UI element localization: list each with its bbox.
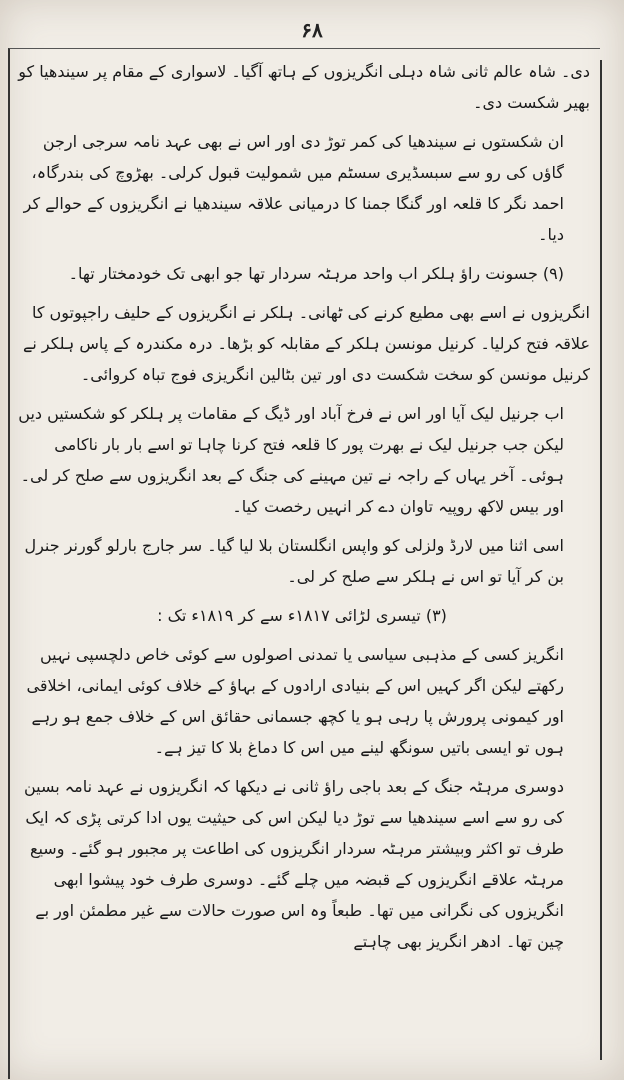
paragraph: انگریزوں نے اسے بھی مطیع کرنے کی ٹھانی۔ ہلکر نے انگریزوں کے حلیف راجپوتوں کا علاقہ فتح کرلیا۔ کرنیل مونسن ہلکر کے مقابلہ کو بڑھا۔ درہ مکندرہ کے پاس ہلکر نے کرنیل مونسن کو سخت شکست دی اور تین بٹالین انگریزی فوج تباہ کروائی۔: [22, 303, 590, 384]
page-frame-right-rule: [600, 60, 602, 1060]
paragraph: اب جرنیل لیک آیا اور اس نے فرخ آباد اور ڈیگ کے مقامات پر ہلکر کو شکستیں دیں لیکن جب جرنیل لیک نے بھرت پور کا قلعہ فتح کرنا چاہا تو اسے بار بار ناکامی ہوئی۔ آخر یہاں کے راجہ نے تین مہینے کی جنگ کے بعد انگریزوں سے صلح کر لی۔ اور بیس لاکھ روپیہ تاوان دے کر انہیں رخصت کیا۔: [18, 404, 564, 516]
page-number: ۶۸: [301, 18, 323, 42]
section-heading: (۹) جسونت راؤ ہلکر اب واحد مرہٹہ سردار تھا جو ابھی تک خودمختار تھا۔: [68, 264, 564, 283]
paragraph: انگریز کسی کے مذہبی سیاسی یا تمدنی اصولوں سے کوئی خاص دلچسپی نہیں رکھتے لیکن اگر کہیں اس کے بنیادی ارادوں کے بہاؤ کے خلاف کوئی ایمانی، اخلاقی اور کیمونی پرورش پا رہی ہو یا کچھ جسمانی حقائق اس کے خلاف جمع ہو رہے ہوں تو ایسی باتیں سونگھ لینے میں اس کا دماغ بلا کا تیز ہے۔: [26, 645, 564, 757]
paragraph: ان شکستوں نے سیندھیا کی کمر توڑ دی اور اس نے بھی عہد نامہ سرجی ارجن گاؤں کی رو سے سبسڈیری سسٹم میں شمولیت قبول کرلی۔ بھڑوچ کی بندرگاہ، احمد نگر کا قلعہ اور گنگا جمنا کا درمیانی علاقہ سیندھیا نے انگریزوں کے حوالے کر دیا۔: [23, 132, 564, 244]
section-heading: (۳) تیسری لڑائی ۱۸۱۷ء سے کر ۱۸۱۹ء تک :: [157, 606, 447, 625]
paragraph: دی۔ شاہ عالم ثانی شاہ دہلی انگریزوں کے ہاتھ آگیا۔ لاسواری کے مقام پر سیندھیا کو بھیر شکست دی۔: [18, 62, 590, 112]
paragraph: اسی اثنا میں لارڈ ولزلی کو واپس انگلستان بلا لیا گیا۔ سر جارج بارلو گورنر جنرل بن کر آیا تو اس نے ہلکر سے صلح کر لی۔: [24, 536, 564, 586]
page-text: [14, 56, 590, 965]
paragraph: دوسری مرہٹہ جنگ کے بعد باجی راؤ ثانی نے دیکھا کہ انگریزوں نے عہد نامہ بسین کی رو سے اسے سیندھیا سے توڑ دیا لیکن اس کی حیثیت یوں ادا کرتی پڑی کہ ایک طرف تو اکثر وبیشتر مرہٹہ سردار انگریزوں کی اطاعت پر مجبور ہو گئے۔ وسیع مرہٹہ علاقے انگریزوں کے قبضہ میں چلے گئے۔ دوسری طرف خود پیشوا ابھی انگریزوں کی نگرانی میں تھا۔ طبعاً وہ اس صورت حالات سے غیر مطمئن اور بے چین تھا۔ ادھر انگریز بھی چاہتے: [23, 777, 564, 951]
